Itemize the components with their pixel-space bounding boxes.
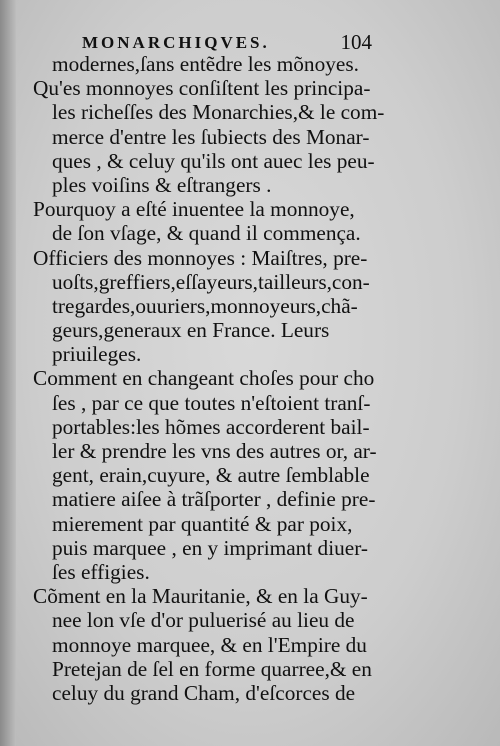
text-line: geurs,generaux en France. Leurs xyxy=(52,318,330,343)
text-line: de ſon vſage, & quand il commença. xyxy=(52,221,361,246)
text-line: monnoye marquee, & en l'Empire du xyxy=(52,632,367,657)
text-line: uoſts,greffiers,eſſayeurs,tailleurs,con- xyxy=(52,269,370,294)
paragraph-first-line: Cõment en la Mauritanie, & en la Guy- xyxy=(33,584,368,609)
page-body xyxy=(33,52,385,705)
text-line: ſes , par ce que toutes n'eſtoient tranſ- xyxy=(52,390,371,415)
text-line: ſes effigies. xyxy=(52,559,150,584)
text-line: ler & prendre les vns des autres or, ar- xyxy=(52,439,377,463)
paragraph-first-line: Comment en changeant choſes pour cho xyxy=(33,366,375,391)
page-number: 104 xyxy=(340,30,372,54)
text-line: Pretejan de ſel en forme quarree,& en xyxy=(52,656,372,681)
text-line: les richeſſes des Monarchies,& le com- xyxy=(52,100,385,125)
text-line: portables:les hõmes accorderent bail- xyxy=(52,414,370,439)
text-line: ques , & celuy qu'ils ont auec les peu- xyxy=(52,148,375,173)
text-line: tregardes,ouuriers,monnoyeurs,chã- xyxy=(52,293,358,318)
paragraph-first-line: Qu'es monnoyes conſiſtent les principa- xyxy=(33,76,371,101)
paragraph-first-line: Officiers des monnoyes : Maiſtres, pre- xyxy=(33,245,368,270)
text-line: merce d'entre les ſubiects des Monar- xyxy=(52,124,370,149)
text-line: mierement par quantité & par poix, xyxy=(52,511,353,536)
text-line: priuileges. xyxy=(52,342,142,367)
text-line: puis marquee , en y imprimant diuer- xyxy=(52,535,368,560)
running-title: MONARCHIQVES. xyxy=(82,33,270,52)
paragraph-first-line: Pourquoy a eſté inuentee la monnoye, xyxy=(33,197,355,222)
text-line: celuy du grand Cham, d'eſcorces de xyxy=(52,680,356,705)
text-line: modernes,ſans entẽdre les mõnoyes. xyxy=(52,52,359,76)
text-line: nee lon vſe d'or puluerisé au lieu de xyxy=(52,608,355,633)
text-line: gent, erain,cuyure, & autre ſemblable xyxy=(52,463,370,488)
page-spine-shadow xyxy=(0,0,16,746)
text-line: matiere aiſee à trãſporter , definie pre- xyxy=(52,487,376,512)
text-line: ples voiſins & eſtrangers . xyxy=(52,172,272,197)
